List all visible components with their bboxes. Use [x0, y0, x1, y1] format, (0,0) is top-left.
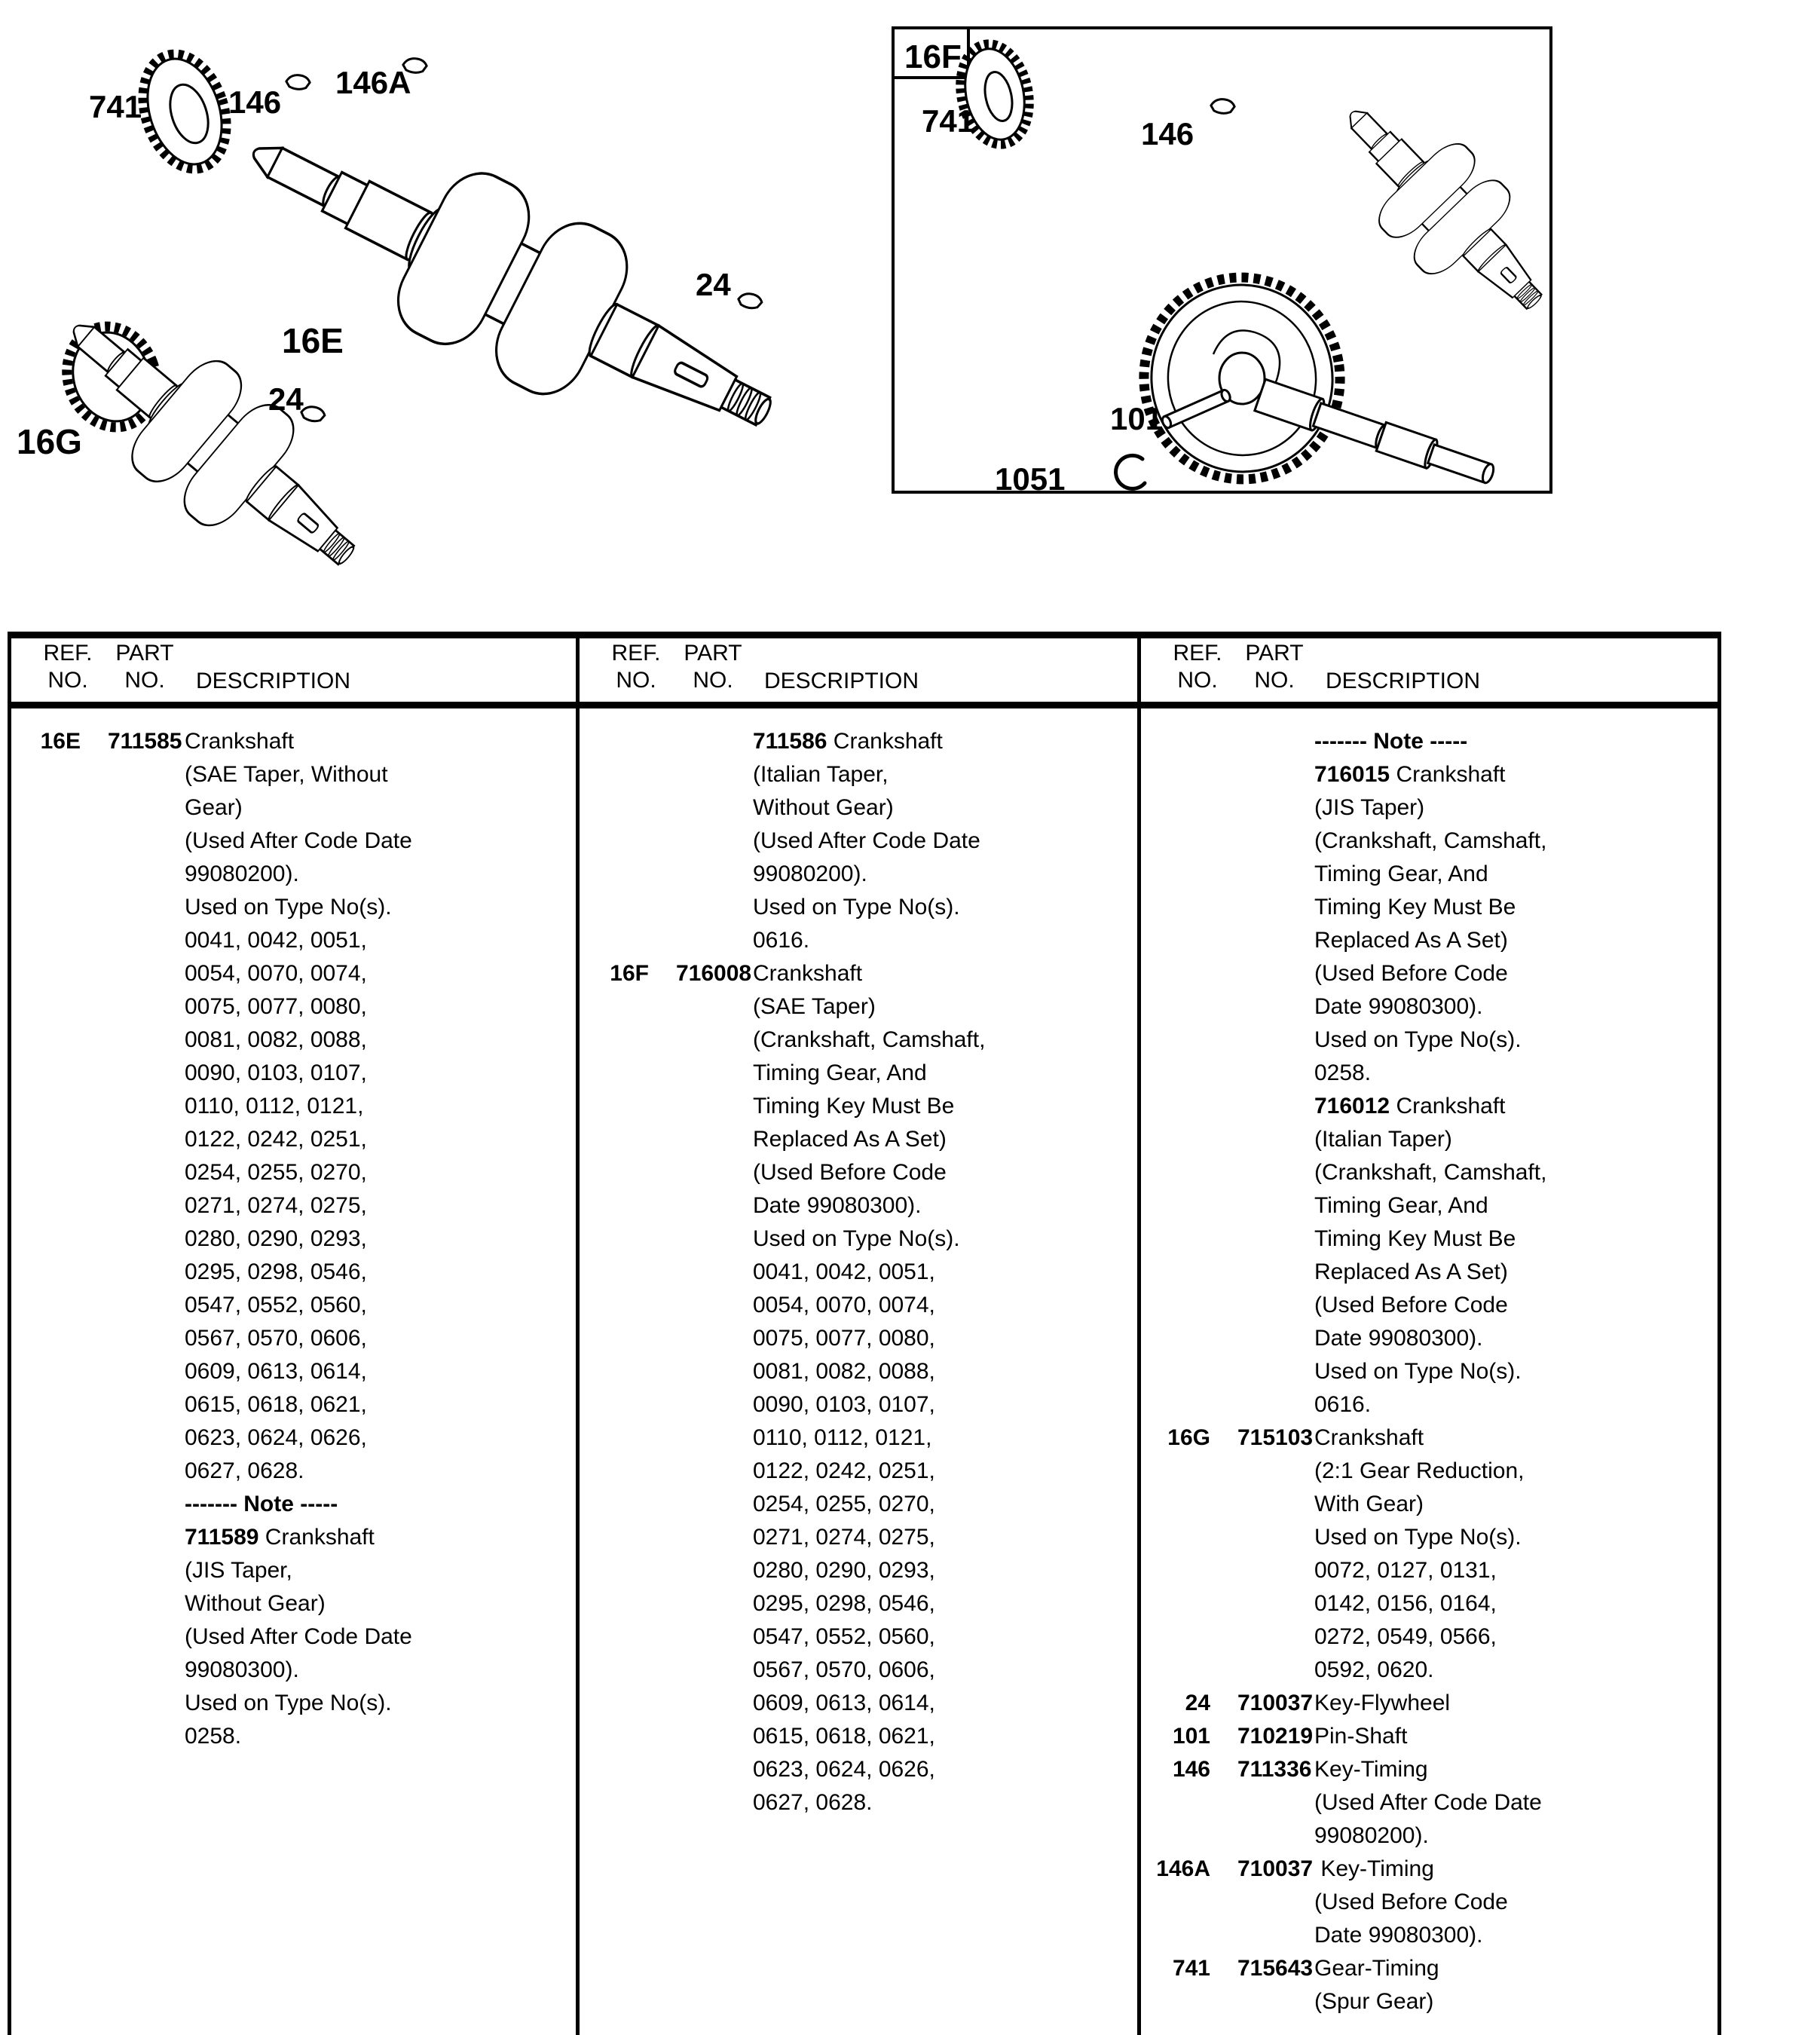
description-line: 0615, 0618, 0621,: [185, 1392, 367, 1417]
description-line: 99080200).: [185, 861, 299, 886]
inline-part-no: 711589: [185, 1525, 259, 1550]
inline-part-no: ------- Note -----: [185, 1492, 338, 1516]
ref-no-cell: 741: [1172, 1956, 1210, 1981]
description-line: (Crankshaft, Camshaft,: [1314, 1160, 1547, 1185]
description-line: 0623, 0624, 0626,: [185, 1425, 367, 1450]
description-line: 0567, 0570, 0606,: [185, 1326, 367, 1351]
description-line: 0616.: [1314, 1392, 1372, 1417]
description-line: Used on Type No(s).: [185, 1691, 392, 1715]
description-line: 0295, 0298, 0546,: [753, 1591, 935, 1616]
description-line: (Used Before Code: [1314, 961, 1508, 986]
description-line: 0272, 0549, 0566,: [1314, 1624, 1497, 1649]
description-line: 99080200).: [1314, 1823, 1429, 1848]
description-line: 0627, 0628.: [185, 1458, 304, 1483]
inline-part-no: 716015: [1314, 762, 1390, 787]
description-line: 0054, 0070, 0074,: [185, 961, 367, 986]
description-line: 0090, 0103, 0107,: [753, 1392, 935, 1417]
description-line: Used on Type No(s).: [1314, 1027, 1522, 1052]
description-line: 0041, 0042, 0051,: [753, 1259, 935, 1284]
parts-entry: [1141, 1853, 1718, 1952]
ref-no-header: REF. NO.: [611, 641, 661, 693]
parts-diagram: [0, 0, 1820, 632]
description-line: Used on Type No(s).: [753, 1226, 960, 1251]
description-line: Timing Key Must Be: [1314, 895, 1516, 920]
description-line: 99080300).: [185, 1657, 299, 1682]
label-741-right: 741: [922, 103, 975, 139]
description-line: Used on Type No(s).: [753, 895, 960, 920]
description-line: 0547, 0552, 0560,: [753, 1624, 935, 1649]
description-line: Gear-Timing: [1314, 1956, 1439, 1981]
column-body: [11, 725, 572, 1753]
description-line: Timing Gear, And: [1314, 1193, 1488, 1218]
description-line: 0592, 0620.: [1314, 1657, 1434, 1682]
retaining-clip-icon: [1116, 455, 1145, 488]
description-line: (JIS Taper): [1314, 795, 1425, 820]
description-line: 99080200).: [753, 861, 867, 886]
description-line: Date 99080300).: [1314, 1326, 1483, 1351]
description-line: Timing Gear, And: [753, 1060, 927, 1085]
description-header: DESCRIPTION: [1326, 669, 1481, 693]
description-cell: [1314, 1853, 1718, 1952]
description-line: Replaced As A Set): [1314, 928, 1508, 953]
label-101: 101: [1110, 401, 1164, 436]
description-line: 711586 Crankshaft: [753, 729, 943, 754]
description-line: 0254, 0255, 0270,: [753, 1492, 935, 1516]
description-line: 0081, 0082, 0088,: [753, 1359, 935, 1384]
parts-entry: [1141, 725, 1718, 1421]
description-line: 0142, 0156, 0164,: [1314, 1591, 1497, 1616]
description-line: 0258.: [185, 1724, 242, 1749]
description-line: 0110, 0112, 0121,: [185, 1094, 364, 1118]
inline-part-no: 711586: [753, 729, 827, 754]
description-line: Timing Gear, And: [1314, 861, 1488, 886]
label-146-right: 146: [1141, 116, 1194, 151]
part-no-cell: 716008: [676, 961, 752, 986]
description-line: (Used Before Code: [753, 1160, 947, 1185]
part-no-cell: 710037: [1237, 1856, 1314, 1881]
description-line: (Used Before Code: [1314, 1890, 1508, 1914]
description-cell: [1314, 1720, 1718, 1753]
description-cell: [1314, 1753, 1718, 1853]
parts-entry: [580, 725, 1133, 957]
description-cell: [1314, 1687, 1718, 1720]
inline-part-no: 716012: [1314, 1094, 1390, 1118]
column-header: [1141, 632, 1718, 708]
description-header: DESCRIPTION: [764, 669, 919, 693]
description-line: (Used Before Code: [1314, 1293, 1508, 1317]
description-line: Replaced As A Set): [753, 1127, 947, 1152]
table-border-right: [1718, 632, 1721, 2035]
description-line: Date 99080300).: [1314, 994, 1483, 1019]
part-no-cell: 711585: [108, 729, 182, 754]
label-24-upper: 24: [696, 267, 731, 302]
description-line: 0547, 0552, 0560,: [185, 1293, 367, 1317]
parts-column-1: [11, 632, 572, 1749]
label-741-left: 741: [89, 89, 142, 124]
description-line: 0075, 0077, 0080,: [753, 1326, 935, 1351]
description-cell: [1314, 725, 1718, 1421]
crankshaft-16f-icon: [1310, 72, 1578, 344]
label-16e: 16E: [282, 321, 344, 360]
description-line: (Crankshaft, Camshaft,: [1314, 828, 1547, 853]
description-line: 0609, 0613, 0614,: [185, 1359, 367, 1384]
description-cell: [1314, 1421, 1718, 1687]
key-146-left-icon: [286, 73, 311, 91]
description-line: 0110, 0112, 0121,: [753, 1425, 932, 1450]
description-line: Replaced As A Set): [1314, 1259, 1508, 1284]
description-line: 0254, 0255, 0270,: [185, 1160, 367, 1185]
description-line: 0041, 0042, 0051,: [185, 928, 367, 953]
part-no-header: PART NO.: [1245, 641, 1304, 693]
column-body: [580, 725, 1133, 1819]
description-line: Without Gear): [753, 795, 894, 820]
parts-entry: [1141, 1952, 1718, 2018]
part-no-cell: 710037: [1237, 1691, 1314, 1715]
description-line: Timing Key Must Be: [1314, 1226, 1516, 1251]
description-line: Crankshaft: [753, 961, 863, 986]
ref-no-cell: 16E: [40, 729, 81, 754]
description-line: (SAE Taper, Without: [185, 762, 388, 787]
description-line: 0627, 0628.: [753, 1790, 873, 1815]
description-cell: [185, 725, 572, 1753]
description-line: (SAE Taper): [753, 994, 876, 1019]
description-line: Gear): [185, 795, 243, 820]
description-line: 0054, 0070, 0074,: [753, 1293, 935, 1317]
description-line: Crankshaft: [1314, 1425, 1424, 1450]
part-no-cell: 715643: [1237, 1956, 1314, 1981]
key-146-right-icon: [1210, 97, 1236, 115]
description-line: Crankshaft: [185, 729, 295, 754]
column-header: [11, 632, 572, 708]
description-line: 0122, 0242, 0251,: [753, 1458, 935, 1483]
ref-no-cell: 146: [1172, 1757, 1210, 1782]
description-line: Timing Key Must Be: [753, 1094, 955, 1118]
description-line: Key-Flywheel: [1314, 1691, 1451, 1715]
ref-no-cell: 16F: [610, 961, 649, 986]
description-line: Key-Timing: [1314, 1856, 1434, 1881]
description-header: DESCRIPTION: [196, 669, 351, 693]
description-line: [1314, 725, 1718, 758]
description-line: 0258.: [1314, 1060, 1372, 1085]
description-line: 716015 Crankshaft: [1314, 762, 1506, 787]
ref-no-header: REF. NO.: [43, 641, 93, 693]
description-line: (Spur Gear): [1314, 1989, 1434, 2014]
parts-column-2: [580, 632, 1133, 1815]
ref-no-cell: 16G: [1167, 1425, 1210, 1450]
description-line: 0280, 0290, 0293,: [753, 1558, 935, 1583]
key-24-upper-icon: [737, 291, 763, 311]
description-line: 0072, 0127, 0131,: [1314, 1558, 1497, 1583]
description-line: Date 99080300).: [1314, 1923, 1483, 1948]
label-146a: 146A: [335, 65, 411, 100]
description-line: 0280, 0290, 0293,: [185, 1226, 367, 1251]
parts-column-3: [1141, 632, 1718, 2014]
description-cell: [753, 725, 1133, 957]
label-146-left: 146: [228, 84, 282, 120]
description-line: 0090, 0103, 0107,: [185, 1060, 367, 1085]
description-line: Used on Type No(s).: [1314, 1525, 1522, 1550]
description-cell: [1314, 1952, 1718, 2018]
column-header: [580, 632, 1133, 708]
description-line: (Italian Taper): [1314, 1127, 1452, 1152]
description-line: 0623, 0624, 0626,: [753, 1757, 935, 1782]
label-16g: 16G: [17, 422, 82, 461]
parts-entry: [11, 725, 572, 1753]
description-line: [185, 1488, 572, 1521]
description-line: With Gear): [1314, 1492, 1424, 1516]
description-line: (JIS Taper,: [185, 1558, 292, 1583]
key-24-lower-icon: [300, 404, 326, 424]
part-no-cell: 715103: [1237, 1425, 1314, 1450]
label-24-lower: 24: [268, 381, 304, 417]
description-line: 0609, 0613, 0614,: [753, 1691, 935, 1715]
part-no-cell: 711336: [1237, 1757, 1312, 1782]
inline-part-no: ------- Note -----: [1314, 729, 1468, 754]
part-no-header: PART NO.: [115, 641, 174, 693]
description-line: 711589 Crankshaft: [185, 1525, 375, 1550]
description-line: (Used After Code Date: [185, 828, 412, 853]
description-line: 0616.: [753, 928, 810, 953]
parts-entry: [1141, 1753, 1718, 1853]
description-line: (Used After Code Date: [185, 1624, 412, 1649]
description-line: 0081, 0082, 0088,: [185, 1027, 367, 1052]
parts-entry: [1141, 1720, 1718, 1753]
ref-no-header: REF. NO.: [1173, 641, 1222, 693]
parts-entry: [1141, 1421, 1718, 1687]
description-line: Used on Type No(s).: [185, 895, 392, 920]
description-line: 0615, 0618, 0621,: [753, 1724, 935, 1749]
parts-entry: [1141, 1687, 1718, 1720]
ref-no-cell: 24: [1185, 1691, 1210, 1715]
description-line: 716012 Crankshaft: [1314, 1094, 1506, 1118]
part-no-header: PART NO.: [684, 641, 742, 693]
description-line: 0567, 0570, 0606,: [753, 1657, 935, 1682]
description-line: (Crankshaft, Camshaft,: [753, 1027, 986, 1052]
ref-no-cell: 146A: [1156, 1856, 1210, 1881]
column-body: [1141, 725, 1718, 2018]
part-no-cell: 710219: [1237, 1724, 1314, 1749]
parts-entry: [580, 957, 1133, 1819]
ref-no-cell: 101: [1172, 1724, 1210, 1749]
label-16f: 16F: [904, 38, 962, 75]
description-line: 0122, 0242, 0251,: [185, 1127, 367, 1152]
description-line: Date 99080300).: [753, 1193, 922, 1218]
description-line: (Used After Code Date: [753, 828, 980, 853]
description-line: Pin-Shaft: [1314, 1724, 1408, 1749]
description-line: 0295, 0298, 0546,: [185, 1259, 367, 1284]
label-1051: 1051: [995, 461, 1066, 497]
description-line: 0271, 0274, 0275,: [753, 1525, 935, 1550]
description-line: Without Gear): [185, 1591, 326, 1616]
description-line: Key-Timing: [1314, 1757, 1428, 1782]
description-line: 0075, 0077, 0080,: [185, 994, 367, 1019]
description-cell: [753, 957, 1133, 1819]
description-line: (Used After Code Date: [1314, 1790, 1542, 1815]
description-line: (2:1 Gear Reduction,: [1314, 1458, 1525, 1483]
description-line: 0271, 0274, 0275,: [185, 1193, 367, 1218]
description-line: (Italian Taper,: [753, 762, 889, 787]
description-line: Used on Type No(s).: [1314, 1359, 1522, 1384]
